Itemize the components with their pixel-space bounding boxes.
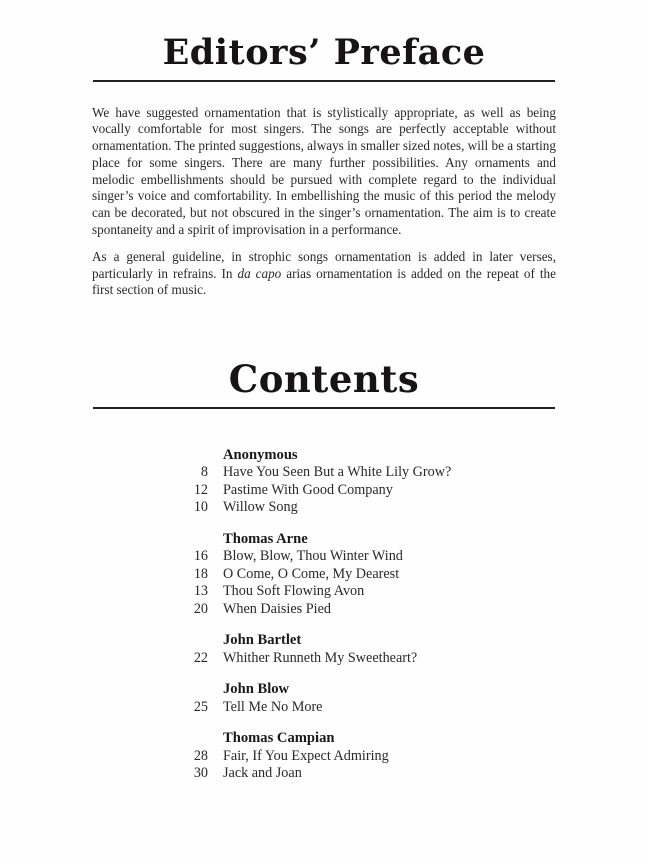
preface-paragraph-2 xyxy=(92,249,556,299)
toc-page-number: 16 xyxy=(193,548,208,565)
preface-paragraph-2-after: arias ornamentation is added on the repeat of the first section of music. xyxy=(92,265,556,298)
toc-song-title: Pastime With Good Company xyxy=(223,481,393,498)
toc-composer-name: John Blow xyxy=(223,681,290,698)
toc-page-number: 12 xyxy=(193,481,208,498)
preface-title: Editors’ Preface xyxy=(162,32,486,73)
toc-entry xyxy=(92,601,648,619)
toc-page-number: 18 xyxy=(193,565,208,582)
toc-entry xyxy=(92,583,648,601)
toc-song-title: Jack and Joan xyxy=(223,765,302,782)
preface-paragraph-2-before: As a general guideline, in strophic songs ornamentation is added in later verses, particularly in refrains. In xyxy=(92,248,556,281)
toc-song-title: Whither Runneth My Sweetheart? xyxy=(223,649,418,666)
toc-entry xyxy=(92,566,648,584)
toc-composer-name: Anonymous xyxy=(223,446,298,463)
toc-section-anonymous xyxy=(92,447,648,517)
toc-page-number: 30 xyxy=(193,765,208,782)
toc-song-title: When Daisies Pied xyxy=(223,600,331,617)
toc-section-thomas-campian xyxy=(92,730,648,783)
toc-composer-name: Thomas Arne xyxy=(223,530,308,547)
toc-song-title: Have You Seen But a White Lily Grow? xyxy=(223,464,452,481)
toc-section-thomas-arne xyxy=(92,531,648,619)
toc-composer-name: Thomas Campian xyxy=(223,730,335,747)
toc-song-title: Tell Me No More xyxy=(223,698,323,715)
toc-song-title: O Come, O Come, My Dearest xyxy=(223,565,400,582)
toc-entry xyxy=(92,482,648,500)
toc-page-number: 25 xyxy=(193,698,208,715)
toc-page-number: 8 xyxy=(200,464,208,481)
preface-body xyxy=(92,105,556,300)
preface-title-rule xyxy=(93,80,555,82)
contents-title-rule xyxy=(93,407,555,409)
preface-paragraph-2-italic-term: da capo xyxy=(237,265,282,281)
toc-song-title: Thou Soft Flowing Avon xyxy=(223,583,365,600)
toc-entry xyxy=(92,499,648,517)
contents-title: Contents xyxy=(228,357,420,402)
toc-entry xyxy=(92,748,648,766)
toc-composer-name: John Bartlet xyxy=(223,632,302,649)
toc-song-title: Blow, Blow, Thou Winter Wind xyxy=(223,548,403,565)
toc-page-number: 22 xyxy=(193,649,208,666)
toc-entry xyxy=(92,548,648,566)
toc-song-title: Fair, If You Expect Admiring xyxy=(223,747,389,764)
toc-page-number: 10 xyxy=(193,499,208,516)
toc-entry xyxy=(92,765,648,783)
toc-page-number: 28 xyxy=(193,747,208,764)
toc-entry xyxy=(92,464,648,482)
toc-song-title: Willow Song xyxy=(223,499,298,516)
toc-entry xyxy=(92,699,648,717)
toc-page-number: 13 xyxy=(193,583,208,600)
toc-section-john-blow xyxy=(92,681,648,716)
preface-paragraph-1: We have suggested ornamentation that is stylistically appropriate, as well as being vocally comfortable for most singers. The songs are perfectly acceptable without ornamentation. The printed suggestions, always in smaller sized notes, will be a starting place for some singers. There are many further possibilities. Any ornaments and melodic embellishments should be pursued with complete regard to the individual singer’s voice and comfortability. In embellishing the music of this period the melody can be decorated, but not obscured in the singer’s ornamentation. The aim is to create spontaneity and a spirit of improvisation in a performance. xyxy=(92,104,556,238)
toc-entry xyxy=(92,650,648,668)
toc-page-number: 20 xyxy=(193,600,208,617)
toc-section-john-bartlet xyxy=(92,632,648,667)
table-of-contents xyxy=(92,447,648,783)
